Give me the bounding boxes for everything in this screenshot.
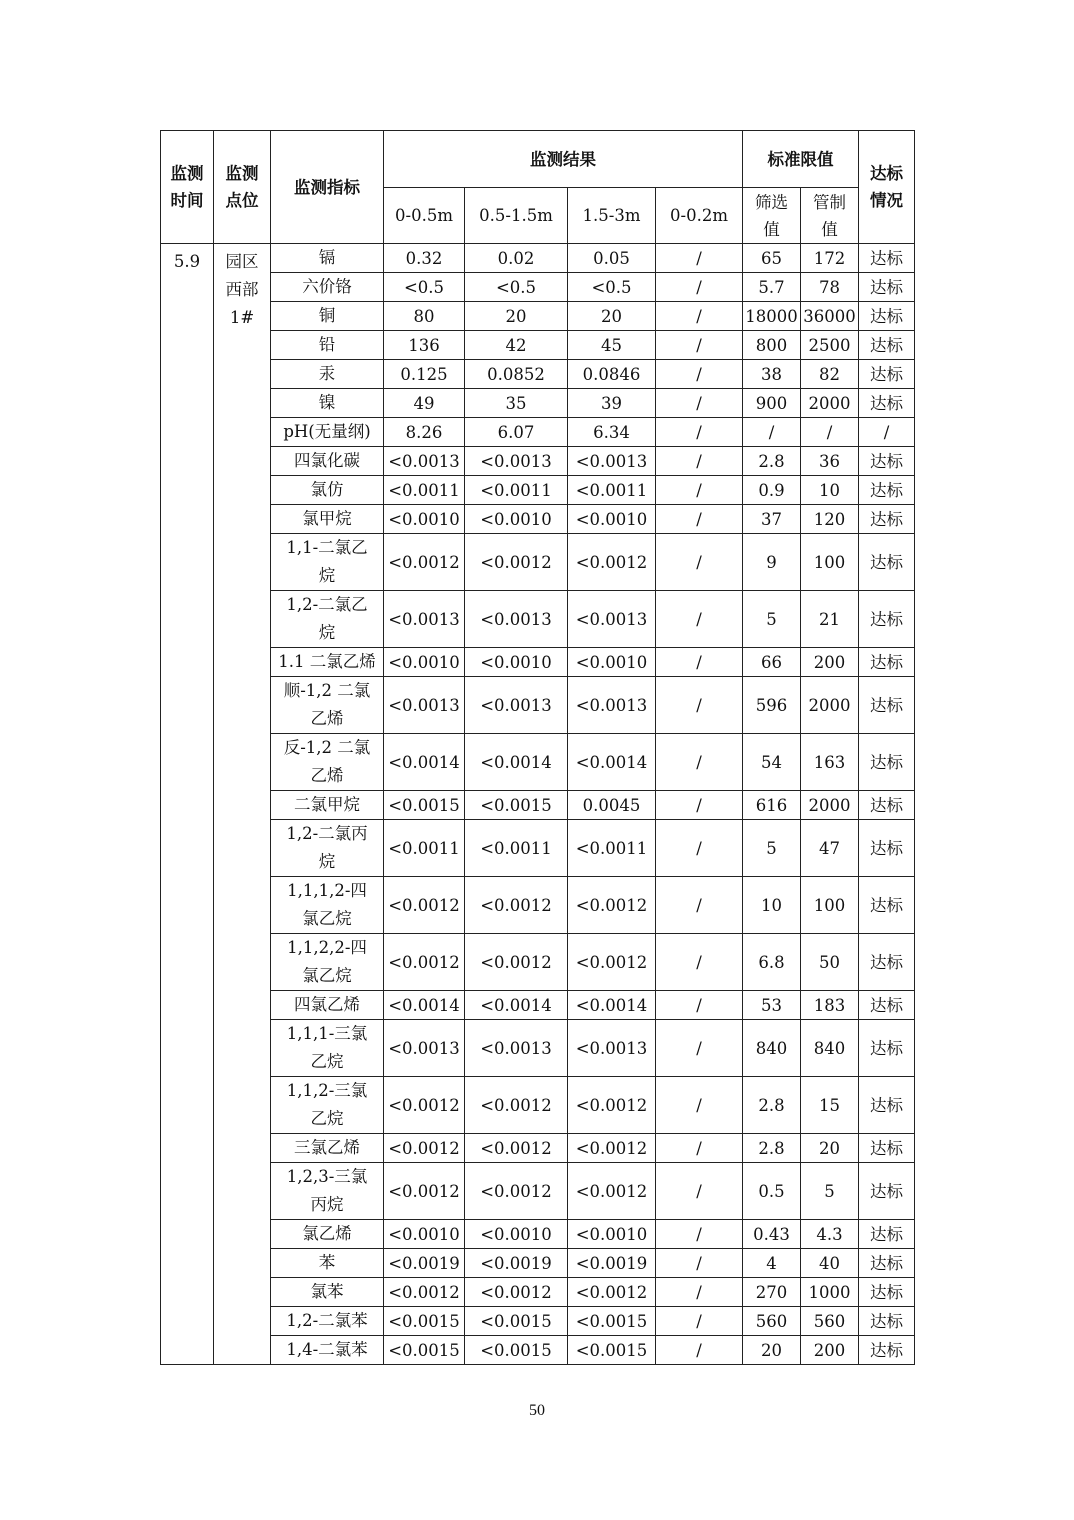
date-cell: 5.9: [161, 244, 214, 1365]
depth-2-cell: <0.0010: [465, 648, 568, 677]
screening-cell: 37: [743, 505, 801, 534]
table-row: [161, 476, 915, 505]
header-screening: 筛选 值: [743, 188, 801, 244]
table-row: [161, 648, 915, 677]
depth-1-cell: <0.0012: [384, 534, 465, 591]
screening-cell: 0.9: [743, 476, 801, 505]
indicator-cell: 镉: [271, 244, 384, 273]
monitoring-table: [160, 130, 915, 1365]
screening-cell: 9: [743, 534, 801, 591]
depth-4-cell: /: [656, 648, 743, 677]
control-cell: 36000: [801, 302, 859, 331]
depth-1-cell: <0.0012: [384, 1077, 465, 1134]
site-cell: 园区 西部 1#: [214, 244, 271, 1365]
depth-2-cell: <0.0019: [465, 1249, 568, 1278]
depth-4-cell: /: [656, 734, 743, 791]
table-row: [161, 934, 915, 991]
header-time: 监测 时间: [161, 131, 214, 244]
depth-1-cell: <0.0015: [384, 1336, 465, 1365]
screening-cell: 20: [743, 1336, 801, 1365]
depth-4-cell: /: [656, 1249, 743, 1278]
indicator-cell: 氯苯: [271, 1278, 384, 1307]
depth-2-cell: <0.0013: [465, 447, 568, 476]
depth-4-cell: /: [656, 677, 743, 734]
depth-1-cell: <0.0014: [384, 734, 465, 791]
table-row: [161, 991, 915, 1020]
indicator-cell: 1,2-二氯苯: [271, 1307, 384, 1336]
depth-2-cell: <0.0011: [465, 820, 568, 877]
indicator-cell: 二氯甲烷: [271, 791, 384, 820]
status-cell: 达标: [859, 677, 915, 734]
depth-3-cell: <0.0012: [568, 1077, 656, 1134]
table-row: [161, 1336, 915, 1365]
screening-cell: 900: [743, 389, 801, 418]
depth-4-cell: /: [656, 820, 743, 877]
control-cell: 163: [801, 734, 859, 791]
header-depth-2: 0.5-1.5m: [465, 188, 568, 244]
depth-1-cell: 8.26: [384, 418, 465, 447]
control-cell: 183: [801, 991, 859, 1020]
depth-2-cell: <0.0012: [465, 1077, 568, 1134]
status-cell: 达标: [859, 1307, 915, 1336]
table-row: [161, 820, 915, 877]
indicator-cell: 氯乙烯: [271, 1220, 384, 1249]
table-row: [161, 273, 915, 302]
depth-1-cell: <0.0011: [384, 476, 465, 505]
header-control: 管制 值: [801, 188, 859, 244]
table-row: [161, 505, 915, 534]
depth-3-cell: <0.0014: [568, 734, 656, 791]
depth-1-cell: 136: [384, 331, 465, 360]
depth-4-cell: /: [656, 476, 743, 505]
depth-3-cell: <0.0012: [568, 877, 656, 934]
indicator-cell: 汞: [271, 360, 384, 389]
depth-4-cell: /: [656, 1020, 743, 1077]
depth-1-cell: <0.0012: [384, 1163, 465, 1220]
depth-1-cell: <0.0010: [384, 505, 465, 534]
depth-3-cell: <0.0019: [568, 1249, 656, 1278]
header-depth-1: 0-0.5m: [384, 188, 465, 244]
control-cell: 2000: [801, 791, 859, 820]
depth-2-cell: 35: [465, 389, 568, 418]
table-row: [161, 1220, 915, 1249]
screening-cell: 2.8: [743, 1077, 801, 1134]
control-cell: 21: [801, 591, 859, 648]
screening-cell: 840: [743, 1020, 801, 1077]
status-cell: 达标: [859, 476, 915, 505]
control-cell: 560: [801, 1307, 859, 1336]
depth-1-cell: <0.0012: [384, 877, 465, 934]
indicator-cell: 1.1 二氯乙烯: [271, 648, 384, 677]
depth-4-cell: /: [656, 877, 743, 934]
depth-3-cell: <0.0015: [568, 1307, 656, 1336]
status-cell: 达标: [859, 273, 915, 302]
depth-3-cell: 0.05: [568, 244, 656, 273]
depth-4-cell: /: [656, 1077, 743, 1134]
status-cell: /: [859, 418, 915, 447]
depth-2-cell: <0.0014: [465, 734, 568, 791]
depth-4-cell: /: [656, 534, 743, 591]
depth-1-cell: <0.0013: [384, 591, 465, 648]
table-row: [161, 677, 915, 734]
depth-1-cell: 0.125: [384, 360, 465, 389]
depth-2-cell: <0.0010: [465, 505, 568, 534]
table-row: [161, 734, 915, 791]
status-cell: 达标: [859, 1020, 915, 1077]
control-cell: 2000: [801, 677, 859, 734]
screening-cell: 596: [743, 677, 801, 734]
status-cell: 达标: [859, 447, 915, 476]
control-cell: 2500: [801, 331, 859, 360]
depth-4-cell: /: [656, 273, 743, 302]
depth-3-cell: <0.0011: [568, 476, 656, 505]
screening-cell: 66: [743, 648, 801, 677]
screening-cell: 0.43: [743, 1220, 801, 1249]
depth-1-cell: <0.0012: [384, 934, 465, 991]
depth-3-cell: <0.0013: [568, 677, 656, 734]
table-row: [161, 1278, 915, 1307]
status-cell: 达标: [859, 1134, 915, 1163]
indicator-cell: 1,2-二氯乙 烷: [271, 591, 384, 648]
status-cell: 达标: [859, 991, 915, 1020]
depth-1-cell: <0.0014: [384, 991, 465, 1020]
table-row: [161, 389, 915, 418]
indicator-cell: 四氯乙烯: [271, 991, 384, 1020]
indicator-cell: 顺-1,2 二氯 乙烯: [271, 677, 384, 734]
depth-1-cell: <0.0013: [384, 677, 465, 734]
status-cell: 达标: [859, 877, 915, 934]
depth-1-cell: <0.0010: [384, 648, 465, 677]
control-cell: 78: [801, 273, 859, 302]
depth-3-cell: <0.0012: [568, 1134, 656, 1163]
status-cell: 达标: [859, 389, 915, 418]
indicator-cell: 镍: [271, 389, 384, 418]
control-cell: 4.3: [801, 1220, 859, 1249]
control-cell: 2000: [801, 389, 859, 418]
control-cell: /: [801, 418, 859, 447]
screening-cell: 0.5: [743, 1163, 801, 1220]
header-location: 监测 点位: [214, 131, 271, 244]
status-cell: 达标: [859, 1163, 915, 1220]
control-cell: 20: [801, 1134, 859, 1163]
depth-4-cell: /: [656, 1220, 743, 1249]
screening-cell: 5: [743, 820, 801, 877]
indicator-cell: 六价铬: [271, 273, 384, 302]
depth-3-cell: <0.0012: [568, 1163, 656, 1220]
table-row: [161, 534, 915, 591]
depth-1-cell: <0.0011: [384, 820, 465, 877]
depth-2-cell: <0.0015: [465, 791, 568, 820]
table-row: [161, 331, 915, 360]
depth-4-cell: /: [656, 244, 743, 273]
depth-2-cell: <0.5: [465, 273, 568, 302]
status-cell: 达标: [859, 791, 915, 820]
control-cell: 82: [801, 360, 859, 389]
control-cell: 100: [801, 534, 859, 591]
depth-2-cell: <0.0014: [465, 991, 568, 1020]
status-cell: 达标: [859, 331, 915, 360]
table-row: [161, 791, 915, 820]
table-row: [161, 302, 915, 331]
depth-3-cell: <0.5: [568, 273, 656, 302]
control-cell: 40: [801, 1249, 859, 1278]
indicator-cell: 1,2,3-三氯 丙烷: [271, 1163, 384, 1220]
depth-3-cell: <0.0010: [568, 648, 656, 677]
depth-2-cell: <0.0013: [465, 591, 568, 648]
depth-4-cell: /: [656, 331, 743, 360]
screening-cell: 5: [743, 591, 801, 648]
depth-2-cell: <0.0012: [465, 1278, 568, 1307]
depth-2-cell: 0.02: [465, 244, 568, 273]
indicator-cell: 苯: [271, 1249, 384, 1278]
depth-3-cell: <0.0011: [568, 820, 656, 877]
depth-3-cell: 20: [568, 302, 656, 331]
indicator-cell: pH(无量纲): [271, 418, 384, 447]
indicator-cell: 1,4-二氯苯: [271, 1336, 384, 1365]
control-cell: 10: [801, 476, 859, 505]
screening-cell: 6.8: [743, 934, 801, 991]
table-row: [161, 244, 915, 273]
screening-cell: 270: [743, 1278, 801, 1307]
depth-1-cell: <0.0013: [384, 1020, 465, 1077]
status-cell: 达标: [859, 1249, 915, 1278]
table-row: [161, 360, 915, 389]
header-indicator: 监测指标: [271, 131, 384, 244]
table-row: [161, 1134, 915, 1163]
depth-2-cell: <0.0012: [465, 534, 568, 591]
table-row: [161, 447, 915, 476]
depth-2-cell: <0.0012: [465, 934, 568, 991]
depth-2-cell: <0.0011: [465, 476, 568, 505]
screening-cell: 10: [743, 877, 801, 934]
indicator-cell: 1,1-二氯乙 烷: [271, 534, 384, 591]
depth-4-cell: /: [656, 389, 743, 418]
status-cell: 达标: [859, 734, 915, 791]
status-cell: 达标: [859, 1278, 915, 1307]
depth-3-cell: <0.0013: [568, 1020, 656, 1077]
depth-2-cell: <0.0013: [465, 677, 568, 734]
status-cell: 达标: [859, 1220, 915, 1249]
header-standard: 标准限值: [743, 131, 859, 188]
depth-3-cell: <0.0010: [568, 505, 656, 534]
screening-cell: /: [743, 418, 801, 447]
depth-3-cell: <0.0010: [568, 1220, 656, 1249]
depth-4-cell: /: [656, 360, 743, 389]
status-cell: 达标: [859, 591, 915, 648]
table-row: [161, 1163, 915, 1220]
depth-1-cell: <0.0015: [384, 791, 465, 820]
depth-4-cell: /: [656, 1336, 743, 1365]
table-row: [161, 1307, 915, 1336]
depth-4-cell: /: [656, 934, 743, 991]
table-row: [161, 1020, 915, 1077]
status-cell: 达标: [859, 934, 915, 991]
control-cell: 5: [801, 1163, 859, 1220]
depth-2-cell: <0.0015: [465, 1336, 568, 1365]
indicator-cell: 1,1,1,2-四 氯乙烷: [271, 877, 384, 934]
depth-3-cell: 6.34: [568, 418, 656, 447]
header-status: 达标 情况: [859, 131, 915, 244]
screening-cell: 2.8: [743, 447, 801, 476]
depth-3-cell: <0.0014: [568, 991, 656, 1020]
screening-cell: 4: [743, 1249, 801, 1278]
status-cell: 达标: [859, 302, 915, 331]
screening-cell: 560: [743, 1307, 801, 1336]
depth-1-cell: <0.0015: [384, 1307, 465, 1336]
depth-2-cell: 20: [465, 302, 568, 331]
table-body: [161, 244, 915, 1365]
depth-4-cell: /: [656, 505, 743, 534]
depth-1-cell: <0.0010: [384, 1220, 465, 1249]
indicator-cell: 氯甲烷: [271, 505, 384, 534]
depth-4-cell: /: [656, 302, 743, 331]
depth-4-cell: /: [656, 1278, 743, 1307]
depth-3-cell: <0.0013: [568, 447, 656, 476]
table-row: [161, 1077, 915, 1134]
indicator-cell: 三氯乙烯: [271, 1134, 384, 1163]
page-number: 50: [529, 1402, 545, 1419]
screening-cell: 38: [743, 360, 801, 389]
depth-3-cell: 39: [568, 389, 656, 418]
depth-3-cell: 45: [568, 331, 656, 360]
depth-2-cell: <0.0010: [465, 1220, 568, 1249]
depth-2-cell: <0.0012: [465, 877, 568, 934]
indicator-cell: 四氯化碳: [271, 447, 384, 476]
control-cell: 15: [801, 1077, 859, 1134]
screening-cell: 18000: [743, 302, 801, 331]
depth-4-cell: /: [656, 1134, 743, 1163]
depth-2-cell: 42: [465, 331, 568, 360]
indicator-cell: 1,2-二氯丙 烷: [271, 820, 384, 877]
depth-4-cell: /: [656, 447, 743, 476]
depth-3-cell: 0.0846: [568, 360, 656, 389]
screening-cell: 53: [743, 991, 801, 1020]
screening-cell: 800: [743, 331, 801, 360]
indicator-cell: 1,1,1-三氯 乙烷: [271, 1020, 384, 1077]
depth-1-cell: <0.0013: [384, 447, 465, 476]
depth-1-cell: <0.0012: [384, 1134, 465, 1163]
control-cell: 50: [801, 934, 859, 991]
depth-2-cell: <0.0015: [465, 1307, 568, 1336]
screening-cell: 5.7: [743, 273, 801, 302]
depth-1-cell: 49: [384, 389, 465, 418]
depth-1-cell: 80: [384, 302, 465, 331]
depth-4-cell: /: [656, 591, 743, 648]
control-cell: 120: [801, 505, 859, 534]
status-cell: 达标: [859, 648, 915, 677]
header-depth-3: 1.5-3m: [568, 188, 656, 244]
status-cell: 达标: [859, 534, 915, 591]
depth-3-cell: <0.0013: [568, 591, 656, 648]
status-cell: 达标: [859, 244, 915, 273]
control-cell: 172: [801, 244, 859, 273]
depth-3-cell: <0.0012: [568, 534, 656, 591]
depth-2-cell: 6.07: [465, 418, 568, 447]
indicator-cell: 氯仿: [271, 476, 384, 505]
header-results: 监测结果: [384, 131, 743, 188]
status-cell: 达标: [859, 360, 915, 389]
indicator-cell: 1,1,2,2-四 氯乙烷: [271, 934, 384, 991]
depth-3-cell: 0.0045: [568, 791, 656, 820]
screening-cell: 54: [743, 734, 801, 791]
depth-3-cell: <0.0012: [568, 1278, 656, 1307]
status-cell: 达标: [859, 820, 915, 877]
depth-1-cell: <0.5: [384, 273, 465, 302]
screening-cell: 616: [743, 791, 801, 820]
table-row: [161, 1249, 915, 1278]
control-cell: 100: [801, 877, 859, 934]
screening-cell: 2.8: [743, 1134, 801, 1163]
depth-4-cell: /: [656, 791, 743, 820]
control-cell: 1000: [801, 1278, 859, 1307]
depth-2-cell: <0.0012: [465, 1163, 568, 1220]
control-cell: 200: [801, 1336, 859, 1365]
table-row: [161, 877, 915, 934]
table-row: [161, 591, 915, 648]
indicator-cell: 反-1,2 二氯 乙烯: [271, 734, 384, 791]
depth-4-cell: /: [656, 1307, 743, 1336]
depth-4-cell: /: [656, 418, 743, 447]
depth-3-cell: <0.0012: [568, 934, 656, 991]
depth-2-cell: <0.0013: [465, 1020, 568, 1077]
depth-4-cell: /: [656, 1163, 743, 1220]
depth-2-cell: <0.0012: [465, 1134, 568, 1163]
control-cell: 36: [801, 447, 859, 476]
header-depth-4: 0-0.2m: [656, 188, 743, 244]
control-cell: 200: [801, 648, 859, 677]
indicator-cell: 铅: [271, 331, 384, 360]
screening-cell: 65: [743, 244, 801, 273]
indicator-cell: 1,1,2-三氯 乙烷: [271, 1077, 384, 1134]
status-cell: 达标: [859, 1336, 915, 1365]
control-cell: 840: [801, 1020, 859, 1077]
depth-1-cell: 0.32: [384, 244, 465, 273]
depth-1-cell: <0.0019: [384, 1249, 465, 1278]
depth-1-cell: <0.0012: [384, 1278, 465, 1307]
depth-3-cell: <0.0015: [568, 1336, 656, 1365]
depth-4-cell: /: [656, 991, 743, 1020]
control-cell: 47: [801, 820, 859, 877]
status-cell: 达标: [859, 1077, 915, 1134]
indicator-cell: 铜: [271, 302, 384, 331]
status-cell: 达标: [859, 505, 915, 534]
depth-2-cell: 0.0852: [465, 360, 568, 389]
table-row: [161, 418, 915, 447]
